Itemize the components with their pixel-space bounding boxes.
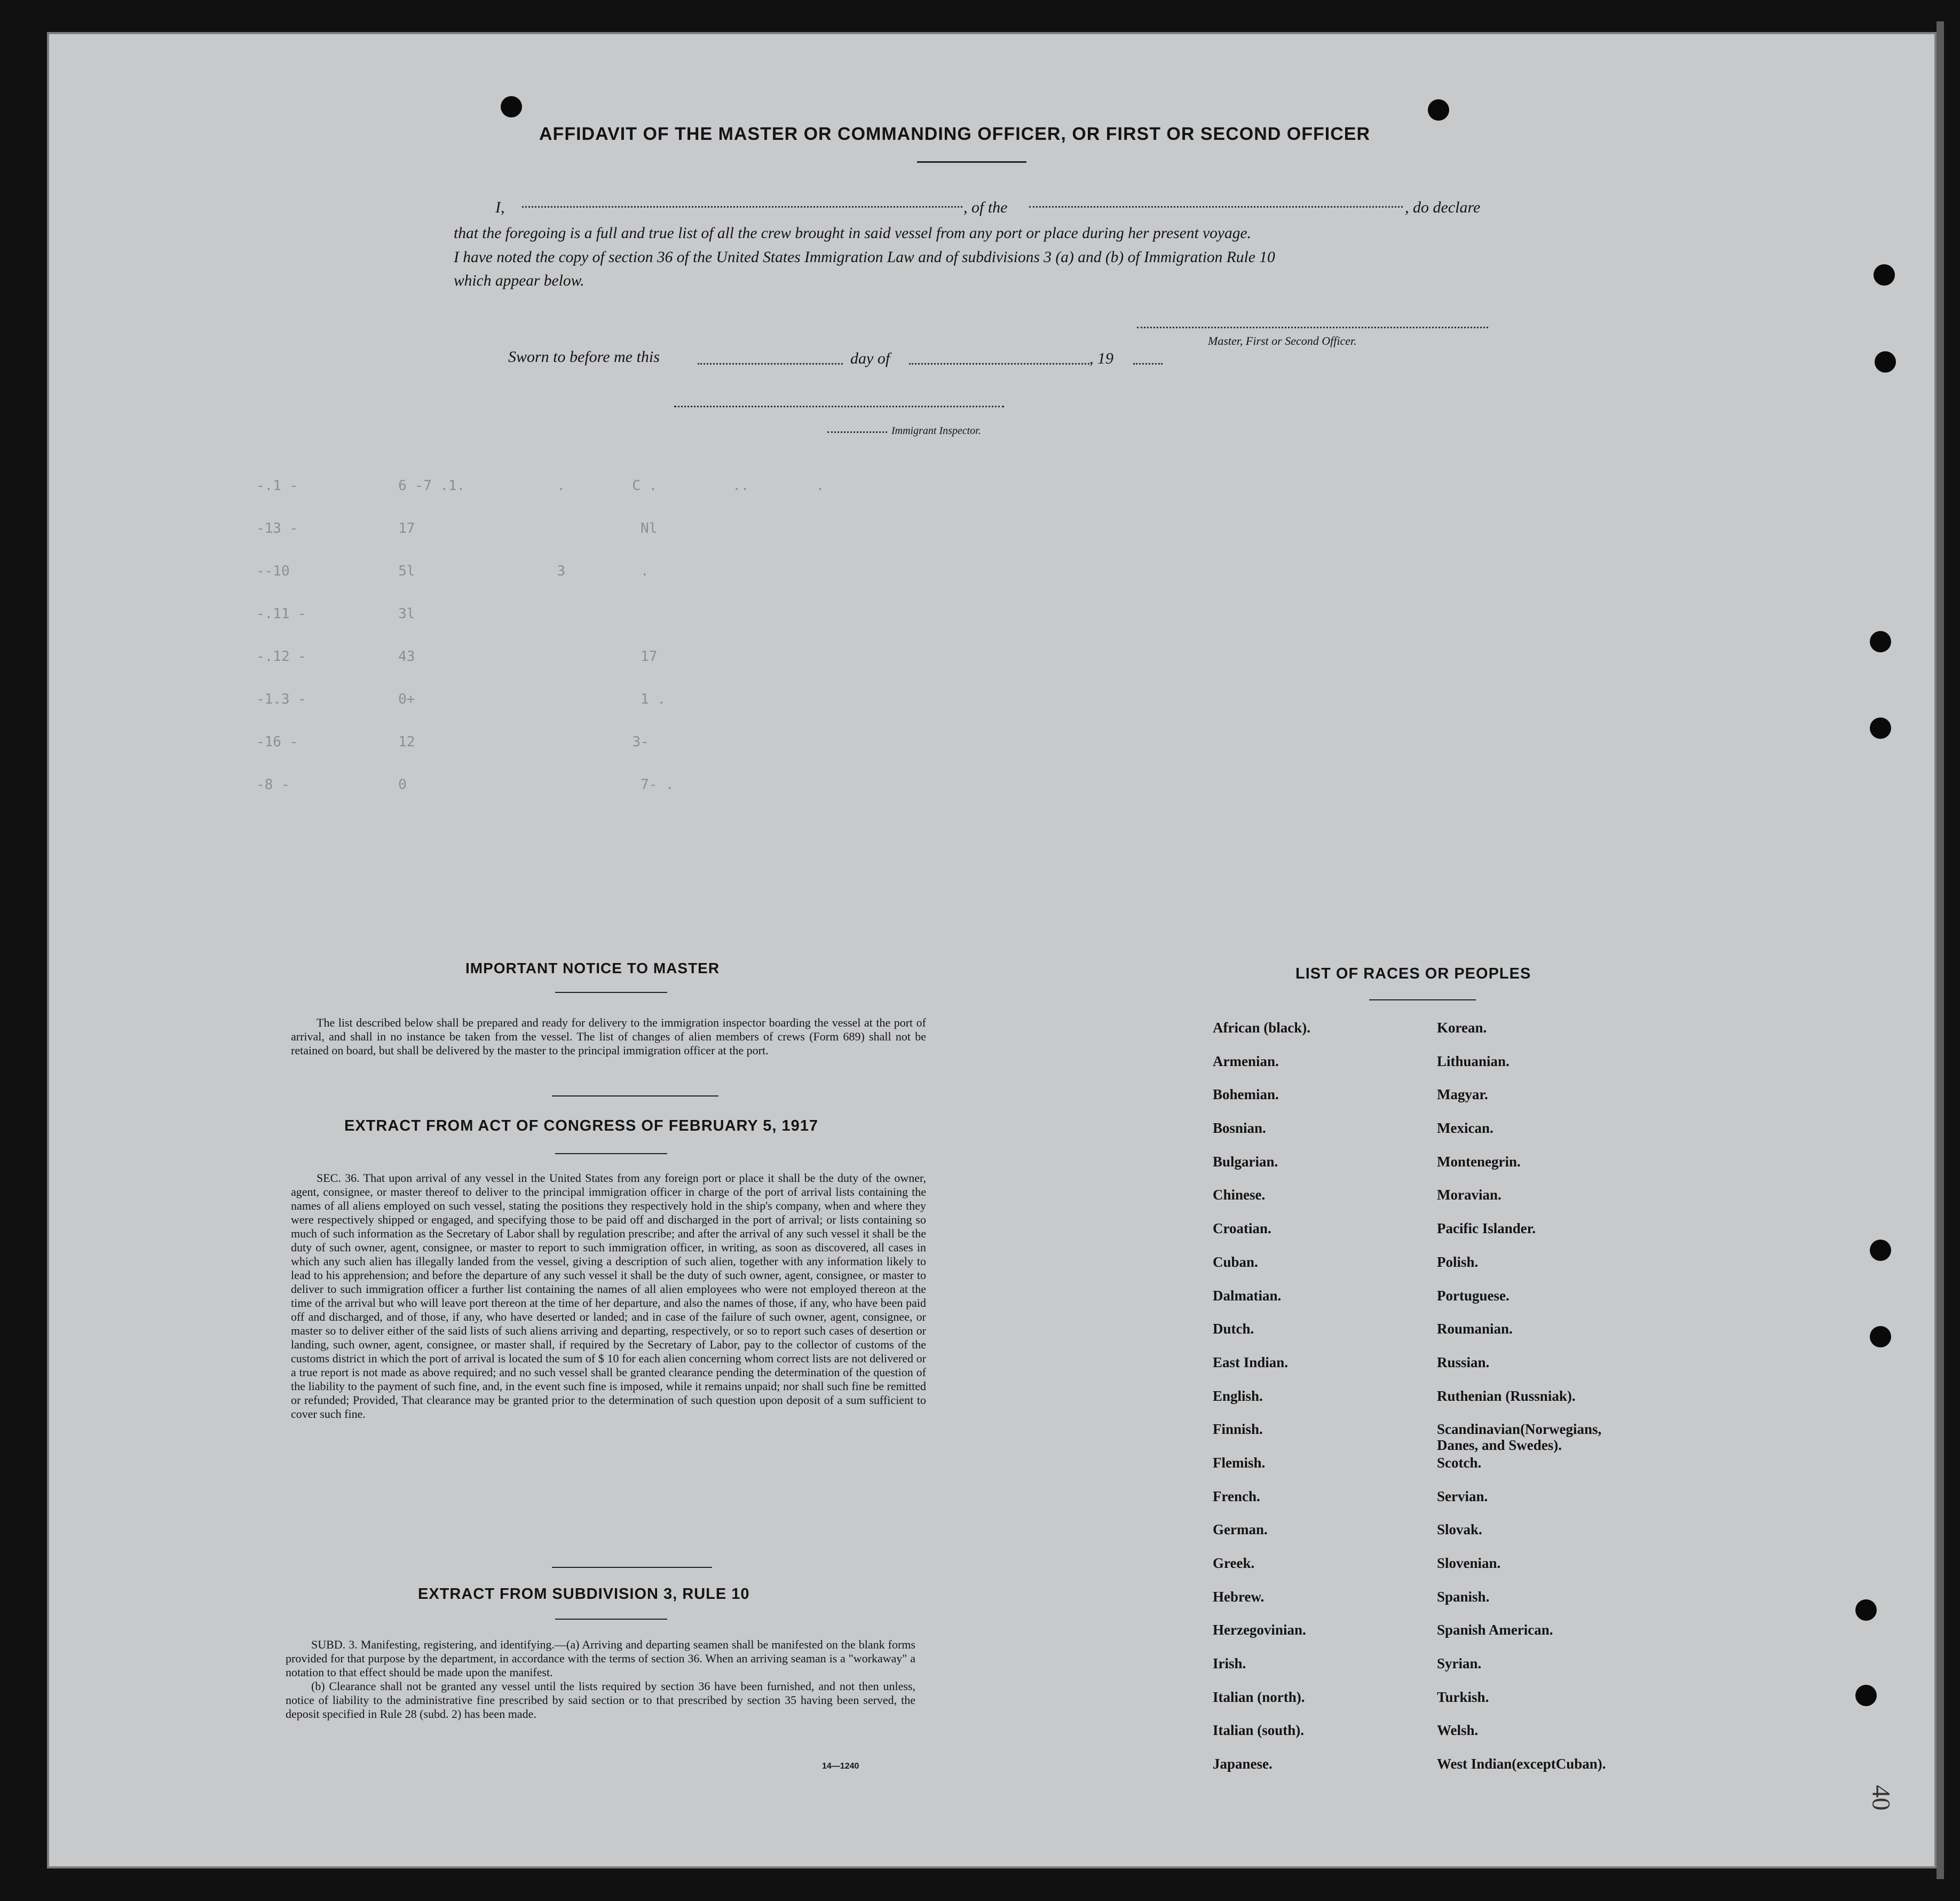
races-title: LIST OF RACES OR PEOPLES [1295, 965, 1531, 982]
race-list-item: Polish. [1437, 1253, 1479, 1270]
declarant-prefix: I, [495, 199, 505, 216]
race-list-item: Armenian. [1213, 1053, 1279, 1069]
race-list-item: Herzegovinian. [1213, 1622, 1306, 1638]
race-list-item: Dutch. [1213, 1321, 1254, 1337]
race-list-item: Portuguese. [1437, 1287, 1509, 1304]
punch-hole [1870, 717, 1891, 739]
race-list-item: Finnish. [1213, 1421, 1263, 1438]
divider [552, 1095, 718, 1097]
punch-hole [1855, 1685, 1877, 1706]
race-list-item: Bohemian. [1213, 1086, 1279, 1103]
declarant-name-field[interactable] [522, 206, 962, 208]
punch-hole [1870, 1326, 1891, 1347]
race-list-item: Welsh. [1437, 1722, 1479, 1739]
page-number-note: 40 [1867, 1785, 1895, 1811]
race-list-item: Italian (north). [1213, 1689, 1305, 1705]
sworn-year-field[interactable] [1133, 363, 1163, 365]
affidavit-line-2: that the foregoing is a full and true list of all the crew brought in said vessel from any port or place during her present voyage. [454, 225, 1251, 242]
race-list-item: African (black). [1213, 1020, 1310, 1036]
race-list-item: Magyar. [1437, 1086, 1488, 1103]
race-list-item: Moravian. [1437, 1187, 1501, 1203]
race-list-item: Scotch. [1437, 1454, 1482, 1471]
act-underline [555, 1153, 667, 1154]
race-list-item: Slovenian. [1437, 1555, 1501, 1571]
do-declare-label: , do declare [1405, 199, 1481, 216]
punch-hole [1875, 351, 1896, 373]
punch-hole [1870, 631, 1891, 652]
act-title: EXTRACT FROM ACT OF CONGRESS OF FEBRUARY 5, 1917 [344, 1117, 819, 1134]
officer-signature-label: Master, First or Second Officer. [1208, 334, 1357, 348]
punch-hole [1855, 1599, 1877, 1621]
race-list-item: Syrian. [1437, 1655, 1482, 1672]
race-list-item: Scandinavian(Norwegians, Danes, and Swedes). [1437, 1421, 1602, 1454]
race-list-item: Dalmatian. [1213, 1287, 1282, 1304]
page-edge [1937, 21, 1944, 1879]
notice-underline [555, 992, 667, 993]
race-list-item: Italian (south). [1213, 1722, 1305, 1739]
affidavit-title: AFFIDAVIT OF THE MASTER OR COMMANDING OFFICER, OR FIRST OR SECOND OFFICER [539, 124, 1370, 144]
race-list-item: Hebrew. [1213, 1588, 1264, 1605]
affidavit-line-4: which appear below. [454, 272, 584, 289]
rule10-underline [555, 1619, 667, 1620]
race-list-item: German. [1213, 1521, 1268, 1538]
of-the-label: , of the [963, 199, 1008, 216]
day-of-label: day of [850, 350, 890, 367]
inspector-label: Immigrant Inspector. [891, 425, 981, 437]
race-list-item: Servian. [1437, 1488, 1488, 1504]
race-list-item: Greek. [1213, 1555, 1255, 1571]
divider [552, 1567, 712, 1568]
punch-hole [1428, 99, 1449, 121]
notice-text: The list described below shall be prepared and ready for delivery to the immigration inspector boarding the vessel at the port of arrival, and shall in no instance be taken from the vessel. The list of changes of alien members of crews (Form 689) shall not be retained on board, but shall be delivered by the master to the principal immigration officer at the port. [291, 1016, 926, 1057]
sworn-label: Sworn to before me this [508, 348, 660, 366]
act-section-36-text: SEC. 36. That upon arrival of any vessel in the United States from any foreign port or place it shall be the duty of the owner, agent, consignee, or master thereof to deliver to the principal immigration officer in charge of the port of arrival lists containing the names of all aliens employed on such vessel, stating the positions they respectively hold in the ship's company, when and where they were respectively shipped or engaged, and specifying those to be paid off and discharged in the port of arrival; or lists containing so much of such information as the Secretary of Labor shall by regulation prescribe; and after the arrival of any such vessel it shall be the duty of such owner, agent, consignee, or master to report to such immigration officer, in writing, as soon as discovered, all cases in which any such alien has illegally landed from the vessel, giving a description of such alien, together with any information likely to lead to his apprehension; and before the departure of any such vessel it shall be the duty of such owner, agent, consignee, or master to deliver to such immigration officer a further list containing the names of all alien employees who were not employed thereon at the time of the arrival but who will leave port thereon at the time of her departure, and also the names of those, if any, who have been paid off and discharged, and of those, if any, who have deserted or landed; and in case of the failure of such owner, agent, consignee, or master so to deliver either of the said lists of such aliens arriving and departing, respectively, or so to report such cases of desertion or landing, such owner, agent, consignee, or master shall, if required by the Secretary of Labor, pay to the collector of customs of the customs district in which the port of arrival is located the sum of $ 10 for each alien concerning whom correct lists are not delivered or a true report is not made as above required; and no such vessel shall be granted clearance pending the determination of the question of the liability to the payment of such fine, and, in the event such fine is imposed, while it remains unpaid; nor shall such fine be remitted or refunded; Provided, That clearance may be granted prior to the determination of such question upon deposit of a sum sufficient to cover such fine. [291, 1171, 926, 1421]
punch-hole [1874, 264, 1895, 286]
race-list-item: Mexican. [1437, 1120, 1493, 1137]
title-underline [917, 161, 1026, 163]
bleed-through-text: -.1 - 6 -7 .1. . C . .. . -13 - 17 Nl --10 5l 3 . -.11 - 3l -.12 - 43 17 -1.3 - 0+ 1 . -16 - 12 3- -8 - 0 7- . [256, 478, 825, 793]
race-list-item: Bulgarian. [1213, 1153, 1278, 1170]
race-list-item: French. [1213, 1488, 1260, 1504]
race-list-item: Spanish American. [1437, 1622, 1553, 1638]
year-prefix: , 19 [1089, 350, 1113, 367]
rule10-text: SUBD. 3. Manifesting, registering, and identifying.—(a) Arriving and departing seamen shall be manifested on the blank forms provided for that purpose by the department, in accordance with the terms of section 36. When an arriving seaman is a "workaway" a notation to that effect should be made upon the manifest. (b) Clearance shall not be granted any vessel until the lists required by section 36 have been furnished, and not then unless, notice of liability to the administrative fine prescribed by said section or to that prescribed by section 35 having been served, the deposit specified in Rule 28 (subd. 2) has been made. [286, 1638, 915, 1721]
notice-title: IMPORTANT NOTICE TO MASTER [465, 960, 720, 976]
sworn-day-field[interactable] [698, 363, 843, 365]
inspector-signature-field[interactable] [674, 406, 1004, 407]
race-list-item: Bosnian. [1213, 1120, 1266, 1137]
races-column-2 [1437, 1020, 1606, 1789]
race-list-item: Chinese. [1213, 1187, 1266, 1203]
races-column-1 [1213, 1020, 1310, 1789]
race-list-item: Cuban. [1213, 1253, 1258, 1270]
race-list-item: Flemish. [1213, 1454, 1266, 1471]
race-list-item: Lithuanian. [1437, 1053, 1509, 1069]
inspector-signature-field-2[interactable] [827, 431, 887, 433]
officer-signature-field[interactable] [1137, 327, 1488, 328]
race-list-item: Irish. [1213, 1655, 1246, 1672]
race-list-item: Slovak. [1437, 1521, 1482, 1538]
punch-hole [1870, 1240, 1891, 1261]
race-list-item: West Indian(exceptCuban). [1437, 1756, 1606, 1772]
race-list-item: Turkish. [1437, 1689, 1489, 1705]
race-list-item: Ruthenian (Russniak). [1437, 1387, 1576, 1404]
vessel-name-field[interactable] [1029, 206, 1403, 208]
race-list-item: Roumanian. [1437, 1321, 1513, 1337]
rule10-title: EXTRACT FROM SUBDIVISION 3, RULE 10 [418, 1586, 750, 1603]
race-list-item: Korean. [1437, 1020, 1487, 1036]
affidavit-line-3: I have noted the copy of section 36 of the United States Immigration Law and of subdivisions 3 (a) and (b) of Immigration Rule 10 [454, 249, 1275, 266]
race-list-item: East Indian. [1213, 1354, 1289, 1370]
race-list-item: Croatian. [1213, 1220, 1271, 1237]
document-page [47, 32, 1937, 1868]
sworn-month-field[interactable] [909, 363, 1089, 365]
race-list-item: Pacific Islander. [1437, 1220, 1536, 1237]
race-list-item: English. [1213, 1387, 1263, 1404]
race-list-item: Montenegrin. [1437, 1153, 1521, 1170]
race-list-item: Russian. [1437, 1354, 1490, 1370]
punch-hole [501, 96, 522, 117]
race-list-item: Spanish. [1437, 1588, 1490, 1605]
race-list-item: Japanese. [1213, 1756, 1273, 1772]
races-underline [1369, 999, 1476, 1000]
form-number: 14—1240 [822, 1762, 859, 1771]
